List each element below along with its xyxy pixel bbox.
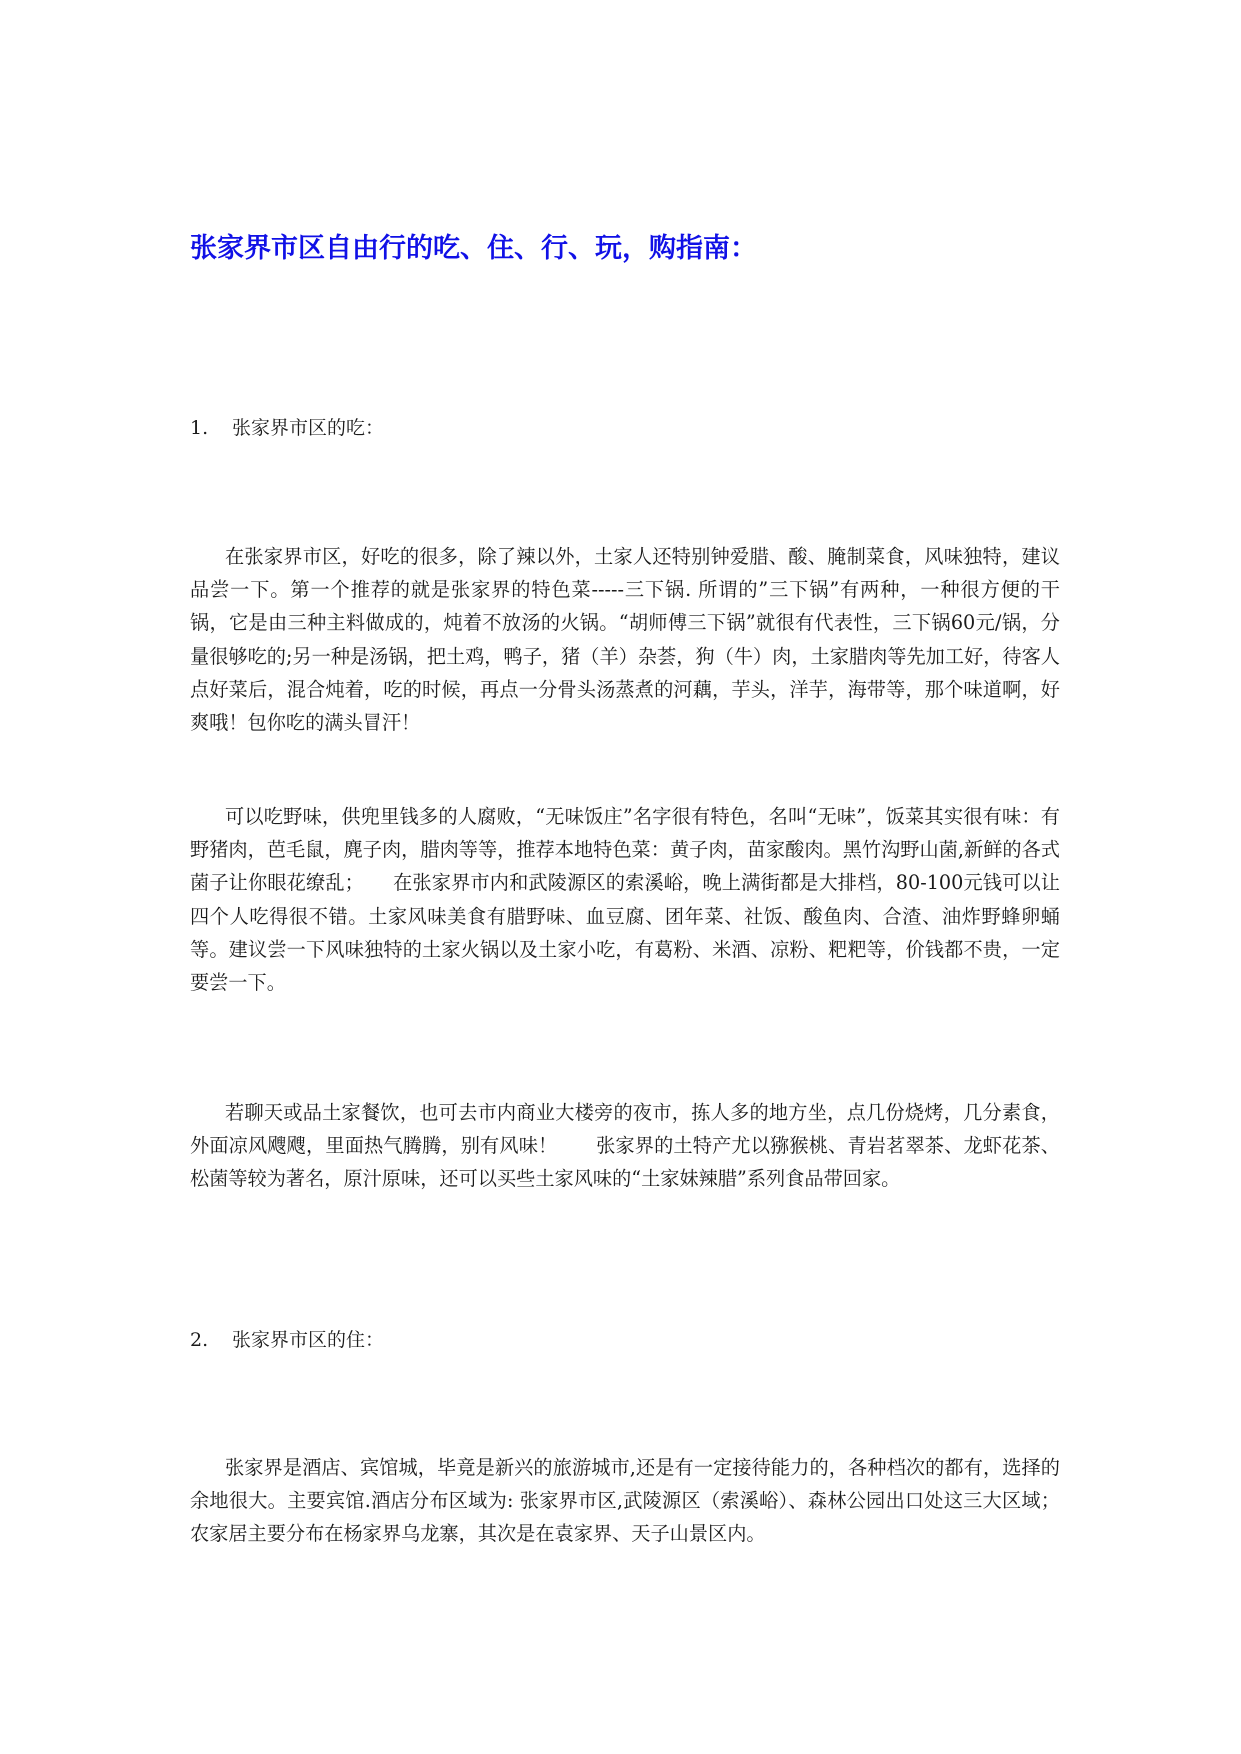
section-heading-text: 张家界市区的住： <box>232 1329 385 1351</box>
section-heading <box>190 1325 384 1355</box>
section-number: 1. <box>190 417 209 439</box>
body-paragraph: 可以吃野味，供兜里钱多的人腐败，“无味饭庄”名字很有特色，名叫“无味”，饭菜其实很有味：有野猪肉，芭毛鼠，麂子肉，腊肉等等，推荐本地特色菜：黄子肉，苗家酸肉。黑竹沟野山菌,新鲜的各式菌子让你眼花缭乱； 在张家界市内和武陵源区的索溪峪，晚上满街都是大排档，80-100元钱可以让四个人吃得很不错。土家风味美食有腊野味、血豆腐、团年菜、社饭、酸鱼肉、合渣、油炸野蜂卵蛹等。建议尝一下风味独特的土家火锅以及土家小吃，有葛粉、米酒、凉粉、粑粑等，价钱都不贵，一定要尝一下。 <box>190 805 1060 995</box>
body-paragraph: 若聊天或品土家餐饮，也可去市内商业大楼旁的夜市，拣人多的地方坐，点几份烧烤，几分素食，外面凉风飕飕，里面热气腾腾，别有风味！ 张家界的土特产尤以猕猴桃、青岩茗翠茶、龙虾花茶、松菌等较为著名，原汁原味，还可以买些土家风味的“土家妹辣腊”系列食品带回家。 <box>190 1101 1060 1191</box>
section-heading <box>190 413 384 443</box>
section-heading-text: 张家界市区的吃： <box>232 417 385 439</box>
body-paragraph: 在张家界市区，好吃的很多，除了辣以外，土家人还特别钟爱腊、酸、腌制菜食，风味独特，建议品尝一下。第一个推荐的就是张家界的特色菜-----三下锅. 所谓的”三下锅”有两种，一种很方便的干锅，它是由三种主料做成的，炖着不放汤的火锅。“胡师傅三下锅”就很有代表性，三下锅60元/锅，分量很够吃的;另一种是汤锅，把土鸡，鸭子，猪（羊）杂荟，狗（牛）肉，土家腊肉等先加工好，待客人点好菜后，混合炖着，吃的时候，再点一分骨头汤蒸煮的河藕，芋头，洋芋，海带等，那个味道啊，好爽哦！包你吃的满头冒汗！ <box>190 545 1060 735</box>
section-number: 2. <box>190 1329 209 1351</box>
body-paragraph: 张家界是酒店、宾馆城，毕竟是新兴的旅游城市,还是有一定接待能力的，各种档次的都有，选择的余地很大。主要宾馆.酒店分布区域为: 张家界市区,武陵源区（索溪峪）、森林公园出口处这三大区域；农家居主要分布在杨家界乌龙寨，其次是在袁家界、天子山景区内。 <box>190 1456 1060 1546</box>
document-title: 张家界市区自由行的吃、住、行、玩，购指南： <box>190 233 757 264</box>
